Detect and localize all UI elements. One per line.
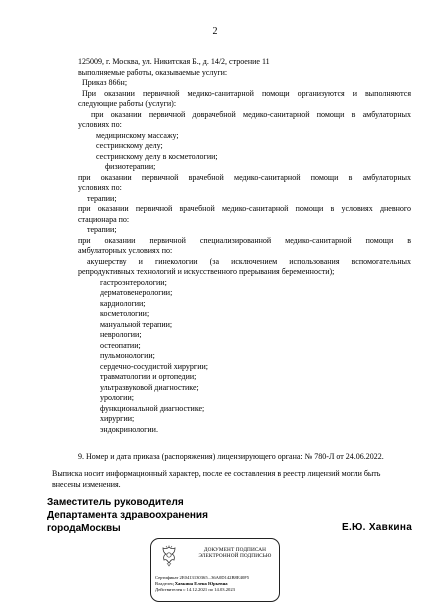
service-item: урологии; bbox=[100, 393, 134, 402]
service-item: эндокринологии. bbox=[100, 424, 158, 434]
service-item: кардиологии; bbox=[100, 298, 146, 308]
signatory-position-line-1: Заместитель руководителя bbox=[47, 497, 184, 508]
doctor-dayhosp-heading-2: стационара по: bbox=[78, 214, 130, 224]
predoctor-heading-2: условиях по: bbox=[78, 120, 122, 129]
doctor-outpatient-heading-2: условиях по: bbox=[78, 183, 122, 192]
coat-of-arms-icon bbox=[159, 545, 179, 567]
service-item: ультразвуковой диагностике; bbox=[100, 382, 199, 392]
service-item: хирургии; bbox=[100, 414, 135, 423]
disclaimer-note bbox=[52, 469, 412, 490]
obstetrics-line-2: репродуктивных технологий и искусственного прерывания беременности); bbox=[78, 267, 335, 276]
service-item: физиотерапии; bbox=[105, 162, 156, 171]
intro-line-1: При оказании первичной медико-санитарной помощи организуются и выполняются bbox=[82, 88, 411, 98]
signatory-name: Е.Ю. Хавкина bbox=[342, 522, 413, 533]
electronic-signature-stamp bbox=[150, 538, 280, 602]
service-item: остеопатии; bbox=[100, 340, 141, 350]
order-info: 9. Номер и дата приказа (распоряжения) лицензирующего органа: № 780-Л от 24.06.2022. bbox=[78, 452, 384, 461]
signatory-position bbox=[47, 496, 208, 535]
stamp-title-line-1: ДОКУМЕНТ ПОДПИСАН bbox=[203, 547, 267, 553]
predoctor-heading-1: при оказании первичной доврачебной медико-санитарной помощи в амбулаторных bbox=[91, 109, 411, 119]
signatory-position-line-3: городаМосквы bbox=[47, 523, 121, 534]
service-item: гастроэнтерологии; bbox=[100, 277, 167, 287]
doctor-outpatient-heading-1: при оказании первичной врачебной медико-санитарной помощи в амбулаторных bbox=[78, 172, 411, 182]
service-item: мануальной терапии; bbox=[100, 319, 173, 329]
service-item: терапии; bbox=[87, 225, 117, 234]
service-item: медицинскому массажу; bbox=[96, 130, 179, 140]
obstetrics-line-1: акушерству и гинекологии (за исключением использования вспомогательных bbox=[87, 256, 411, 266]
service-item: сестринскому делу в косметологии; bbox=[96, 151, 218, 161]
stamp-cert-label: Сертификат bbox=[155, 575, 179, 580]
service-item: сестринскому делу; bbox=[96, 141, 163, 150]
specialized-heading-1: при оказании первичной специализированной медико-санитарной помощи в bbox=[78, 235, 411, 245]
stamp-title bbox=[191, 547, 279, 559]
page-number: 2 bbox=[212, 26, 218, 37]
stamp-owner-name: Хавкина Елена Юрьевна bbox=[174, 581, 228, 586]
service-item: сердечно-сосудистой хирургии; bbox=[100, 361, 208, 371]
stamp-title-line-2: ЭЛЕКТРОННОЙ ПОДПИСЬЮ bbox=[198, 553, 272, 560]
stamp-owner-label: Владелец bbox=[155, 581, 174, 586]
disclaimer-line-1: Выписка носит информационный характер, после ее составления в реестр лицензий могли быть bbox=[52, 469, 381, 478]
license-extract-body bbox=[78, 57, 411, 435]
service-item: терапии; bbox=[87, 193, 117, 203]
signatory-position-line-2: Департамента здравоохранения bbox=[47, 510, 208, 521]
order-reference: Приказ 866н; bbox=[82, 78, 128, 87]
service-item: неврологии; bbox=[100, 330, 142, 339]
service-item: функциональной диагностике; bbox=[100, 403, 205, 413]
services-heading: выполняемые работы, оказываемые услуги: bbox=[78, 67, 228, 77]
service-item: дерматовенерологии; bbox=[100, 288, 173, 297]
specialized-heading-2: амбулаторных условиях по: bbox=[78, 246, 173, 255]
stamp-validity: Действителен с 14.12.2021 по 14.03.2023 bbox=[155, 587, 235, 592]
service-item: травматологии и ортопедии; bbox=[100, 372, 197, 381]
intro-line-2: следующие работы (услуги): bbox=[78, 99, 177, 108]
doctor-dayhosp-heading-1: при оказании первичной врачебной медико-санитарной помощи в условиях дневного bbox=[78, 204, 411, 213]
stamp-cert-number: 2E0413130365...36A0D142B8E40F5 bbox=[179, 575, 250, 580]
service-item: пульмонологии; bbox=[100, 351, 155, 360]
service-item: косметологии; bbox=[100, 309, 150, 318]
address-line: 125009, г. Москва, ул. Никитская Б., д. 14/2, строение 11 bbox=[78, 57, 270, 66]
disclaimer-line-2: внесены изменения. bbox=[52, 479, 121, 489]
stamp-details bbox=[155, 575, 279, 593]
